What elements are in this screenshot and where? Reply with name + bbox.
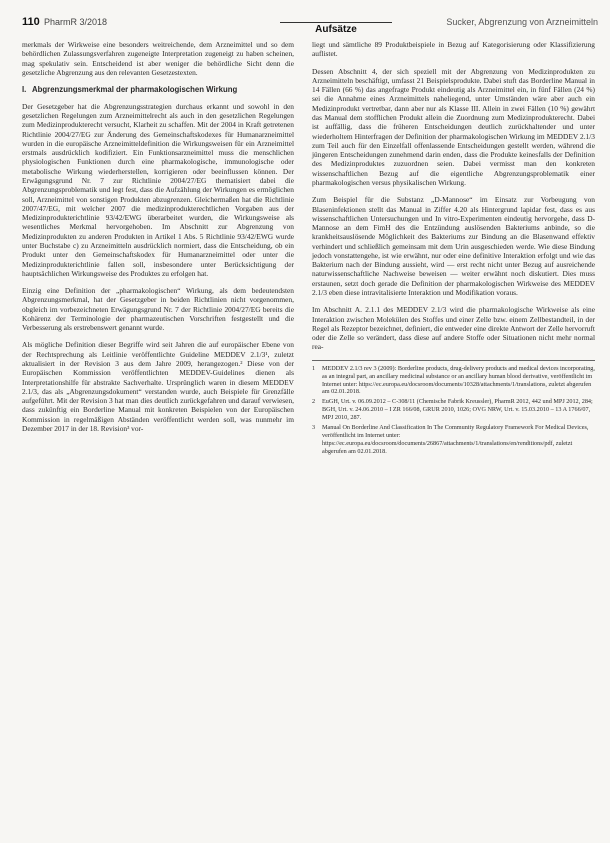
footnote-number: 3	[312, 424, 316, 432]
paragraph-continuation: liegt und sämtliche 89 Produktbeispiele in Bezug auf Kategorisierung oder Klassifizierung auflistet.	[312, 40, 595, 59]
section-title: Abgrenzungsmerkmal der pharmakologischen Wirkung	[32, 85, 238, 95]
paragraph-definition: Einzig eine Definition der „pharmakologischen“ Wirkung, als dem bedeutendsten Abgrenzungsmerkmal, hat der Gesetzgeber in beiden Richtlinien nicht vorgenommen, obgleich im vorbezeichneten Erwägungsgrund Nr. 7 der Richtlinie 2004/27/EG bereits die Kohärenz der Terminologie der pharmazeutischen Vorschriften festgestellt und die Verbesserung als erstrebenswert genannt wurde.	[22, 286, 294, 333]
paragraph-d-mannose: Zum Beispiel für die Substanz „D-Mannose“ im Einsatz zur Vorbeugung von Blaseninfektionen stellt das Manual in Ziffer 4.20 als Hintergrund lapidar fest, dass es aus wissenschaftlichen Untersuchungen und In vitro-Experimenten eindeutig hervorgehe, dass D-Mannose an dem FimH des die Entzündung auslösenden Bakteriums anbinde, so die krankheitsauslösende Möglichkeit des Bakteriums zur Bindung an die Blasenwand effektiv verhindert und schließlich gemeinsam mit dem Urin ausgeschieden werde. Wie diese Bindung jedoch vonstattengehe, ist wie erwähnt, nur oder eine definitive Interaktion erfolgt und wie das Bakterium nach der Bindung aussieht, wird — erst recht nicht unter Bezug auf ausreichende naturwissenschaftliche Nachweise beweisen — weiter erwähnt noch diskutiert. Dies muss erstaunen, setzt doch gerade die Definition der pharmakologischen Wirkweise des MEDDEV 2.1/3 eben diese intravitalisierte Interaktion und Modifikation voraus.	[312, 195, 595, 298]
section-heading	[22, 85, 294, 95]
right-column	[312, 40, 595, 833]
footnote-number: 2	[312, 398, 316, 406]
paragraph-intro: merkmals der Wirkweise eine besonders weitreichende, dem Arzneimittel und so dem behördlichen Zulassungsverfahren zugeneigte Interpretation zugeneigt zu haben scheinen, mag spekulativ sein. Entscheidend ist aber weniger die behördliche Sicht denn die gesetzliche Abgrenzung aus den relevanten Gesetzestexten.	[22, 40, 294, 77]
footnotes	[312, 360, 595, 456]
footnote-text: Manual On Borderline And Classification In The Community Regulatory Framework For Medical Devices, veröffentlicht im Internet unter: https://ec.europa.eu/docsroom/documents/26867/attachments/1/translations/en/renditions/pdf, zuletzt abgerufen am 02.01.2018.	[322, 424, 589, 455]
footnote-number: 1	[312, 364, 316, 372]
footnote-text: MEDDEV 2.1/3 rev 3 (2009): Borderline products, drug-delivery products and medical devices incorporating, as an integral part, an ancillary medicinal substance or an ancillary human blood derivative, veröffentlicht im Internet unter: https://ec.europa.eu/docsroom/documents/10328/attachments/1/translations, zuletzt abgerufen am 02.01.2018.	[322, 364, 595, 396]
paragraph-borderline-manual: Dessen Abschnitt 4, der sich speziell mit der Abgrenzung von Medizinprodukten zu Arzneimitteln beschäftigt, umfasst 21 Beispielsprodukte. Dabei stuft das Borderline Manual in 14 Fällen (66 %) das angefragte Produkt eindeutig als Arzneimittel ein, in fünf Fällen (24 %) sei die Annahme eines Arzneimittels naheliegend, unter Umständen wäre aber auch ein Medizinprodukt vertretbar, dann aber nur als Klasse III. Allein in zwei Fällen (10 %) gewährt das Manual dem stofflichen Produkt allein die Zuordnung zum Medizinprodukterecht. Dabei ist auffällig, dass die früheren Entscheidungen deutlich zurückhaltender und unter wiederholtem Hinterfragen der Definition der pharmakologischen Wirkung im MEDDEV 2.1/3 zum Teil auch für den Einzelfall offenlassende Entscheidungen gestellt werden, während die jüngeren Entscheidungen zunehmend darin enden, dass die Produkte keinesfalls der Definition des Medizinproduktes zuzuordnen seien. Dabei vermisst man den konkreten wissenschaftlichen Bezug auf die eigentliche Abgrenzungsproblematik einer pharmakologischen versus physikalischen Wirkung.	[312, 66, 595, 187]
page-number: 110	[22, 16, 40, 28]
left-column	[22, 40, 294, 833]
paragraph-pharmacological-definition: Im Abschnitt A. 2.1.1 des MEDDEV 2.1/3 wird die pharmakologische Wirkweise als eine Interaktion zwischen Molekülen des Stoffes und einer Zelle bzw. einem Zellbestandteil, in der Regel als Rezeptor bezeichnet, definiert, die entweder eine direkte Antwort der Zelle hervorruft oder die Zelle so verändert, dass diese auf andere Stoffe oder Situationen nicht mehr normal rea-	[312, 305, 595, 352]
section-label: Aufsätze	[280, 22, 392, 35]
journal-issue: PharmR 3/2018	[44, 17, 108, 27]
footnote	[312, 398, 595, 422]
paragraph-legislator: Der Gesetzgeber hat die Abgrenzungsstrategien durchaus erkannt und sowohl in den gesetzlichen Regelungen zum Arzneimittelrecht als auch in den gesetzlichen Regelungen zum Medizinprodukterecht versucht, Klarheit zu schaffen. Mit der 2004 in Kraft getretenen Richtlinie 2004/27/EG zur Änderung des Gemeinschaftskodexes für Humanarzneimittel wurden in die europäische Arzneimitteldefinition die Wirkungsweisen für ein Arzneimittel erstmals ausdrücklich kodifiziert. Ein Funktionsarzneimittel muss die menschlichen physiologischen Funktionen durch eine pharmakologische, immunologische oder metabolische Wirkung wiederherstellen, korrigieren oder beeinflussen können. Der Erwägungsgrund Nr. 7 zur Richtlinie 2004/27/EG thematisiert dabei die Abgrenzungsproblematik und legt fest, dass die Aufzählung der Wirkungen es ermöglichen soll, Arzneimittel von sonstigen Produkten abzugrenzen. Gleichermaßen hat die Richtlinie 2007/47/EG, mit welcher 2007 die medizinprodukterechtlichen Vorgaben aus der Medizinprodukterichtlinie 93/42/EWG überarbeitet wurden, die Wirkungsweise als wesentliches Merkmal hervorgehoben. Im Abschnitt zur Abgrenzung von Medizinprodukten zu anderen Produkten in Artikel 1 Abs. 5 Richtlinie 93/42/EWG wurde unter Buchstabe c) zu Arzneimitteln ausdrücklich normiert, dass die Entscheidung, ob ein Produkt unter den Gemeinschaftskodex für Humanarzneimittel oder unter die Medizinprodukterichtlinie fallen soll, insbesondere unter Berücksichtigung der hauptsächlichen Wirkungsweise des Produktes zu erfolgen hat.	[22, 101, 294, 278]
running-title: Sucker, Abgrenzung von Arzneimitteln	[446, 17, 598, 27]
paragraph-meddev: Als mögliche Definition dieser Begriffe wird seit Jahren die auf europäischer Ebene von der Rechtsprechung als Leitlinie veröffentlichte Guideline MEDDEV 2.1/3¹, zuletzt aktualisiert in der Revision 3 aus dem Jahre 2009, herangezogen.² Diese von der Europäischen Kommission veröffentlichten MEDDEV-Guidelines dienen als Interpretationshilfe für abstrakte Sachverhalte. Ursprünglich waren in diesem MEDDEV 2.1/3, das als „Abgrenzungsdokument“ verstanden wurde, auch Beispiele für Grenzfälle aufgeführt. Mit der Revision 3 hat man dies deutlich zurückgefahren und darauf verwiesen, dass zukünftig ein Borderline Manual mit konkreten Beispielen von der Europäischen Kommission in regelmäßigen Abständen veröffentlicht werden soll, was nunmehr im Dezember 2017 in der 18. Revision³ vor-	[22, 340, 294, 433]
footnote	[312, 365, 595, 397]
page-header	[22, 12, 600, 34]
section-number: I.	[22, 85, 27, 95]
footnote-text: EuGH, Urt. v. 06.09.2012 – C-308/11 (Chemische Fabrik Kreussler), PharmR 2012, 442 und MPJ 2012, 284; BGH, Urt. v. 24.06.2010 – I ZR 166/08, GRUR 2010, 1026; OVG NRW, Urt. v. 15.03.2010 – 13 A 1766/07, MPJ 2010, 287.	[322, 398, 593, 422]
footnote	[312, 424, 595, 456]
